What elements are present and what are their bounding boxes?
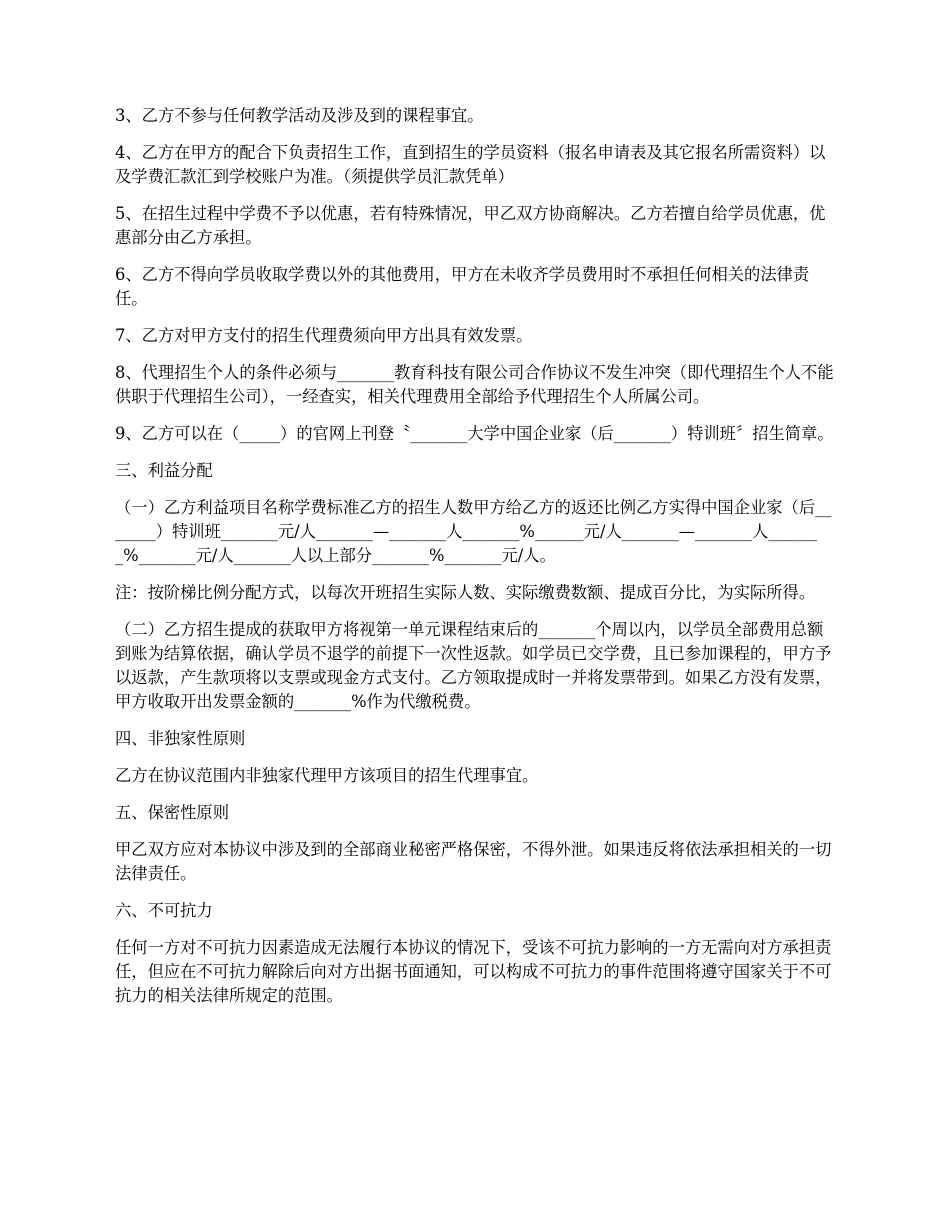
profit-item-2-paragraph: （二）乙方招生提成的获取甲方将视第一单元课程结束后的_______个周以内，以学员全部费用总额到账为结算依据，确认学员不退学的前提下一次性返款。如学员已交学费，且已参加课程的，甲方予以返款，产生款项将以支票或现金方式支付。乙方领取提成时一并将发票带到。如果乙方没有发票，甲方收取开出发票金额的_______%作为代缴税费。 — [115, 620, 832, 711]
section-heading-confidentiality: 五、保密性原则 — [115, 803, 229, 822]
clause-7-paragraph: 7、乙方对甲方支付的招生代理费须向甲方出具有效发票。 — [115, 326, 533, 345]
document-body — [115, 104, 837, 1021]
clause-4-paragraph: 4、乙方在甲方的配合下负责招生工作，直到招生的学员资料（报名申请表及其它报名所需资料）以及学费汇款汇到学校账户为准。（须提供学员汇款凭单） — [115, 143, 826, 186]
section-heading-non-exclusive: 四、非独家性原则 — [115, 729, 246, 748]
clause-9-paragraph: 9、乙方可以在（_____）的官网上刊登〝_______大学中国企业家（后_______）特训班〞招生简章。 — [115, 424, 834, 443]
clause-6-paragraph: 6、乙方不得向学员收取学费以外的其他费用，甲方在未收齐学员费用时不承担任何相关的法律责任。 — [115, 265, 810, 308]
clause-8-paragraph: 8、代理招生个人的条件必须与_______教育科技有限公司合作协议不发生冲突（即代理招生个人不能供职于代理招生公司），一经查实，相关代理费用全部给予代理招生个人所属公司。 — [115, 363, 834, 406]
confidentiality-paragraph: 甲乙双方应对本协议中涉及到的全部商业秘密严格保密，不得外泄。如果违反将依法承担相关的一切法律责任。 — [115, 840, 832, 883]
clause-3-paragraph: 3、乙方不参与任何教学活动及涉及到的课程事宜。 — [115, 106, 484, 125]
section-heading-force-majeure: 六、不可抗力 — [115, 901, 213, 920]
note-paragraph: 注：按阶梯比例分配方式，以每次开班招生实际人数、实际缴费数额、提成百分比，为实际所得。 — [115, 583, 816, 602]
non-exclusive-paragraph: 乙方在协议范围内非独家代理甲方该项目的招生代理事宜。 — [115, 766, 539, 785]
force-majeure-paragraph: 任何一方对不可抗力因素造成无法履行本协议的情况下，受该不可抗力影响的一方无需向对方承担责任，但应在不可抗力解除后向对方出据书面通知，可以构成不可抗力的事件范围将遵守国家关于不可抗力的相关法律所规定的范围。 — [115, 938, 832, 1005]
profit-item-1-paragraph: （一）乙方利益项目名称学费标准乙方的招生人数甲方给乙方的返还比例乙方实得中国企业家（后_______）特训班_______元/人_______—_______人_______%______元/人_______—_______人_______%_______元/人_______人以上部分_______%_______元/人。 — [115, 498, 832, 565]
section-heading-profit-distribution: 三、利益分配 — [115, 461, 213, 480]
clause-5-paragraph: 5、在招生过程中学费不予以优惠，若有特殊情况，甲乙双方协商解决。乙方若擅自给学员优惠，优惠部分由乙方承担。 — [115, 204, 826, 247]
